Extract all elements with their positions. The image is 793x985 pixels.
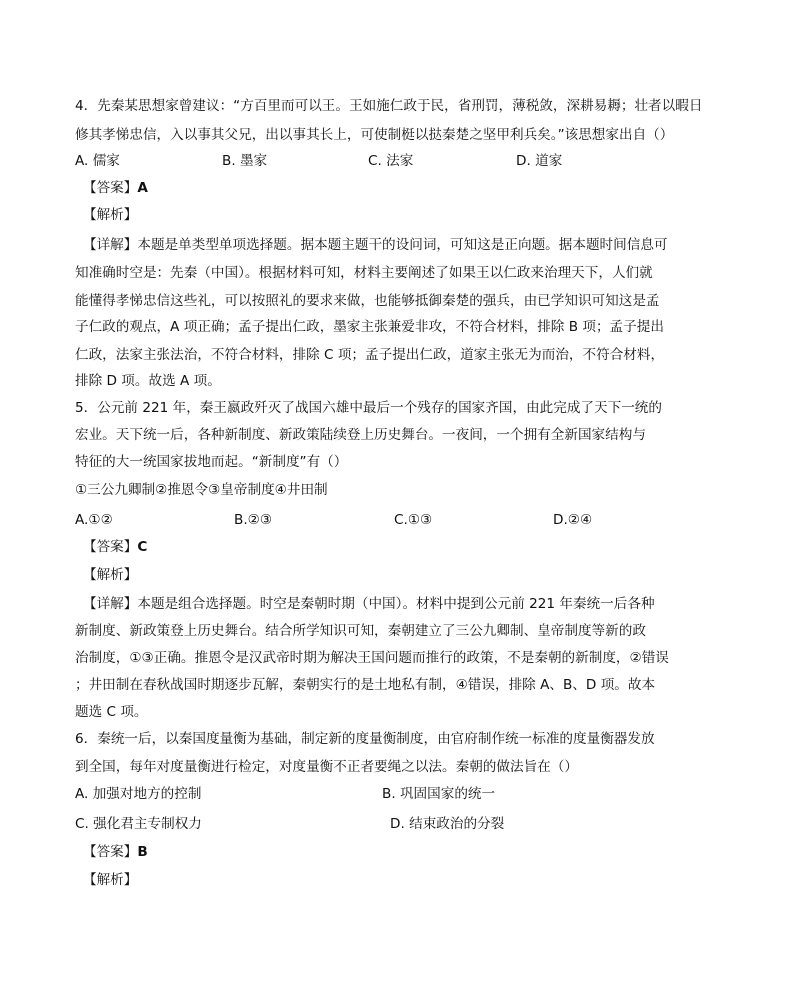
q6-option-b: B. 巩固国家的统一 xyxy=(382,786,496,802)
q6-stem-line-2: 到全国，每年对度量衡进行检定，对度量衡不正者要绳之以法。秦朝的做法旨在（） xyxy=(75,759,578,775)
q5-detail-line-3: 治制度，①③正确。推恩令是汉武帝时期为解决王国问题而推行的政策，不是秦朝的新制度，②错误 xyxy=(75,650,669,666)
q5-option-b: B.②③ xyxy=(234,512,273,528)
q6-answer-value: B xyxy=(137,844,148,860)
q4-stem-line-1: 4．先秦某思想家曾建议：“方百里而可以王。王如施仁政于民，省刑罚，薄税敛，深耕易耨；壮者以暇日 xyxy=(75,98,703,114)
q5-option-d: D.②④ xyxy=(553,512,593,528)
q6-answer xyxy=(83,843,148,861)
q5-option-c: C.①③ xyxy=(394,512,433,528)
q4-detail-label: 【详解】 xyxy=(83,237,138,253)
q5-answer-label: 【答案】 xyxy=(83,539,138,555)
q6-option-a: A. 加强对地方的控制 xyxy=(75,786,202,802)
q6-option-d: D. 结束政治的分裂 xyxy=(390,816,505,832)
q5-stem-line-3: 特征的大一统国家拔地而起。“新制度”有（） xyxy=(75,454,348,470)
q5-detail-text-1: 本题是组合选择题。时空是秦朝时期（中国）。材料中提到公元前 221 年秦统一后各种 xyxy=(137,596,655,612)
q4-stem-line-2: 修其孝悌忠信，入以事其父兄，出以事其长上，可使制梃以挞秦楚之坚甲利兵矣。”该思想家出自（） xyxy=(75,127,674,143)
q5-option-a: A.①② xyxy=(75,512,113,528)
q6-option-c: C. 强化君主专制权力 xyxy=(75,816,202,832)
q4-analysis-label: 【解析】 xyxy=(83,207,138,223)
q5-answer-value: C xyxy=(137,539,148,555)
q6-analysis-label: 【解析】 xyxy=(83,872,138,888)
q4-option-d: D. 道家 xyxy=(516,153,563,169)
q4-detail-text-1: 本题是单类型单项选择题。据本题主题干的设问词，可知这是正向题。据本题时间信息可 xyxy=(137,237,668,253)
q4-answer-label: 【答案】 xyxy=(83,180,138,196)
q4-detail-line-1 xyxy=(83,236,668,254)
q6-answer-label: 【答案】 xyxy=(83,844,138,860)
q5-detail-label: 【详解】 xyxy=(83,596,138,612)
q5-items: ①三公九卿制②推恩令③皇帝制度④井田制 xyxy=(75,482,328,498)
q4-option-c: C. 法家 xyxy=(368,153,414,169)
q4-answer-value: A xyxy=(137,180,148,196)
q5-analysis-label: 【解析】 xyxy=(83,567,138,583)
q5-stem-line-2: 宏业。天下统一后，各种新制度、新政策陆续登上历史舞台。一夜间，一个拥有全新国家结构与 xyxy=(75,427,646,443)
q5-stem-line-1: 5．公元前 221 年，秦王嬴政歼灭了战国六雄中最后一个残存的国家齐国，由此完成了天下一统的 xyxy=(75,400,662,416)
q4-option-b: B. 墨家 xyxy=(222,153,268,169)
q5-answer xyxy=(83,538,147,556)
q4-detail-line-2: 知准确时空是：先秦（中国）。根据材料可知，材料主要阐述了如果王以仁政来治理天下，人们就 xyxy=(75,265,653,281)
q5-detail-line-4: ；井田制在春秋战国时期逐步瓦解，秦朝实行的是土地私有制，④错误，排除 A、B、D 项。故本 xyxy=(75,677,656,693)
q5-detail-line-1 xyxy=(83,595,655,613)
q4-detail-line-5: 仁政，法家主张法治，不符合材料，排除 C 项；孟子提出仁政，道家主张无为而治，不符合材料， xyxy=(75,347,665,363)
q5-detail-line-5: 题选 C 项。 xyxy=(75,704,148,720)
q4-detail-line-4: 子仁政的观点，A 项正确；孟子提出仁政，墨家主张兼爱非攻，不符合材料，排除 B 项；孟子提出 xyxy=(75,319,664,335)
q5-detail-line-2: 新制度、新政策登上历史舞台。结合所学知识可知，秦朝建立了三公九卿制、皇帝制度等新的政 xyxy=(75,623,646,639)
q4-option-a: A. 儒家 xyxy=(75,153,120,169)
q4-answer xyxy=(83,179,148,197)
q4-detail-line-3: 能懂得孝悌忠信这些礼，可以按照礼的要求来做，也能够抵御秦楚的强兵，由已学知识可知这是孟 xyxy=(75,293,660,309)
q4-detail-line-6: 排除 D 项。故选 A 项。 xyxy=(75,373,221,389)
q6-stem-line-1: 6．秦统一后，以秦国度量衡为基础，制定新的度量衡制度，由官府制作统一标准的度量衡器发放 xyxy=(75,731,655,747)
